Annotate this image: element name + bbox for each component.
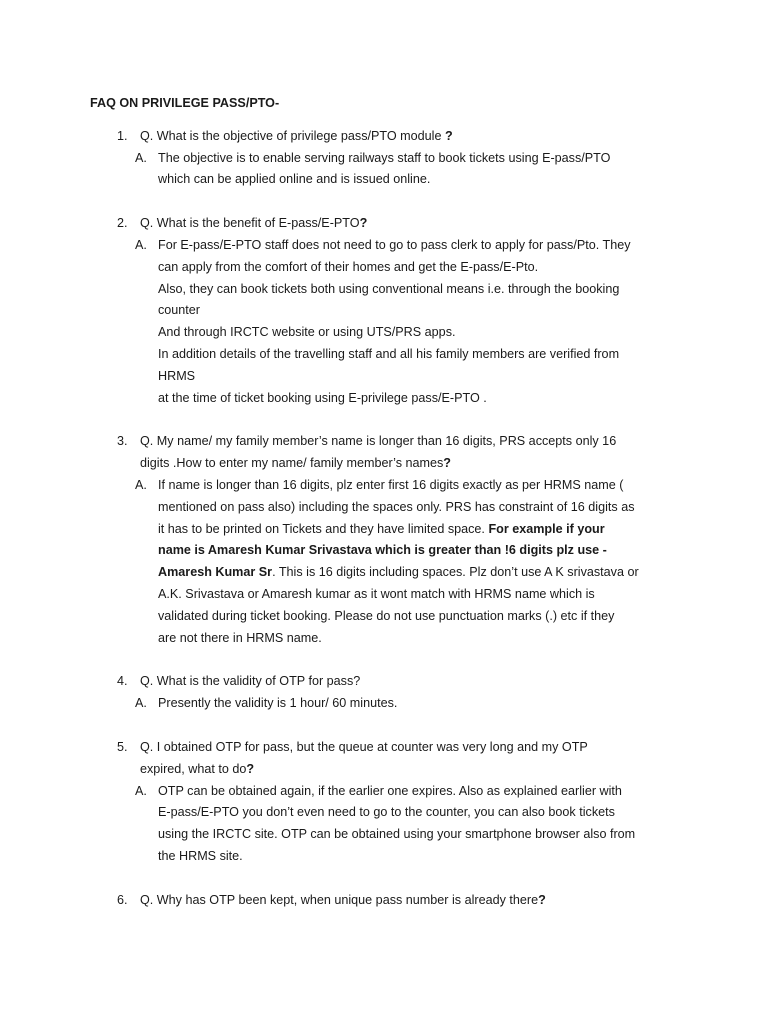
faq-item [0, 890, 768, 912]
question-number: 4. [117, 674, 128, 689]
question-row [0, 671, 768, 693]
question-row [0, 213, 768, 235]
faq-item [0, 126, 768, 191]
answer-row [0, 235, 768, 409]
question-text: Q. Why has OTP been kept, when unique pass number is already there? [140, 892, 546, 907]
question-text: Q. What is the benefit of E-pass/E-PTO? [140, 216, 368, 231]
answer-letter: A. [135, 696, 147, 711]
answer-text: The objective is to enable serving railways staff to book tickets using E-pass/PTO which can be applied online and is issued online. [158, 150, 611, 187]
question-text: Q. My name/ my family member’s name is longer than 16 digits, PRS accepts only 16 digits .How to enter my name/ family member’s names? [140, 434, 617, 471]
answer-letter: A. [135, 237, 147, 252]
answer-text: If name is longer than 16 digits, plz enter first 16 digits exactly as per HRMS name ( mentioned on pass also) including the spaces only. PRS has constraint of 16 digits as it has to be printed on Tickets and they have limited space. For example if your name is Amaresh Kumar Srivastava which is greater than !6 digits plz use - Amaresh Kumar Sr. This is 16 digits including spaces. Plz don’t use A K srivastava or A.K. Srivastava or Amaresh kumar as it wont match with HRMS name which is validated during ticket booking. Please do not use punctuation marks (.) etc if they are not there in HRMS name. [158, 477, 639, 645]
question-row [0, 126, 768, 148]
question-text: Q. I obtained OTP for pass, but the queue at counter was very long and my OTP expired, what to do? [140, 739, 588, 776]
faq-item [0, 671, 768, 715]
question-number: 2. [117, 216, 128, 231]
question-number: 5. [117, 739, 128, 754]
faq-item [0, 213, 768, 409]
answer-row [0, 693, 768, 715]
answer-letter: A. [135, 783, 147, 798]
answer-text: Presently the validity is 1 hour/ 60 minutes. [158, 696, 398, 711]
answer-text: OTP can be obtained again, if the earlier one expires. Also as explained earlier with E-pass/E-PTO you don’t even need to go to the counter, you can also book tickets using the IRCTC site. OTP can be obtained using your smartphone browser also from the HRMS site. [158, 783, 636, 863]
answer-text: For E-pass/E-PTO staff does not need to go to pass clerk to apply for pass/Pto. They can apply from the comfort of their homes and get the E-pass/E-Pto. Also, they can book tickets both using conventional means i.e. through the booking counter And through IRCTC website or using UTS/PRS apps. In addition details of the travelling staff and all his family members are verified from HRMS at the time of ticket booking using E-privilege pass/E-PTO . [158, 237, 631, 405]
document-title: FAQ ON PRIVILEGE PASS/PTO- [90, 96, 280, 110]
answer-row [0, 475, 768, 649]
faq-item [0, 431, 768, 649]
question-text: Q. What is the validity of OTP for pass? [140, 674, 361, 689]
question-number: 6. [117, 892, 128, 907]
answer-letter: A. [135, 150, 147, 165]
faq-item [0, 737, 768, 868]
answer-letter: A. [135, 477, 147, 492]
question-number: 3. [117, 434, 128, 449]
question-row [0, 737, 768, 781]
question-row [0, 431, 768, 475]
answer-row [0, 781, 768, 868]
question-number: 1. [117, 128, 128, 143]
answer-row [0, 148, 768, 192]
question-row [0, 890, 768, 912]
question-text: Q. What is the objective of privilege pass/PTO module ? [140, 128, 453, 143]
